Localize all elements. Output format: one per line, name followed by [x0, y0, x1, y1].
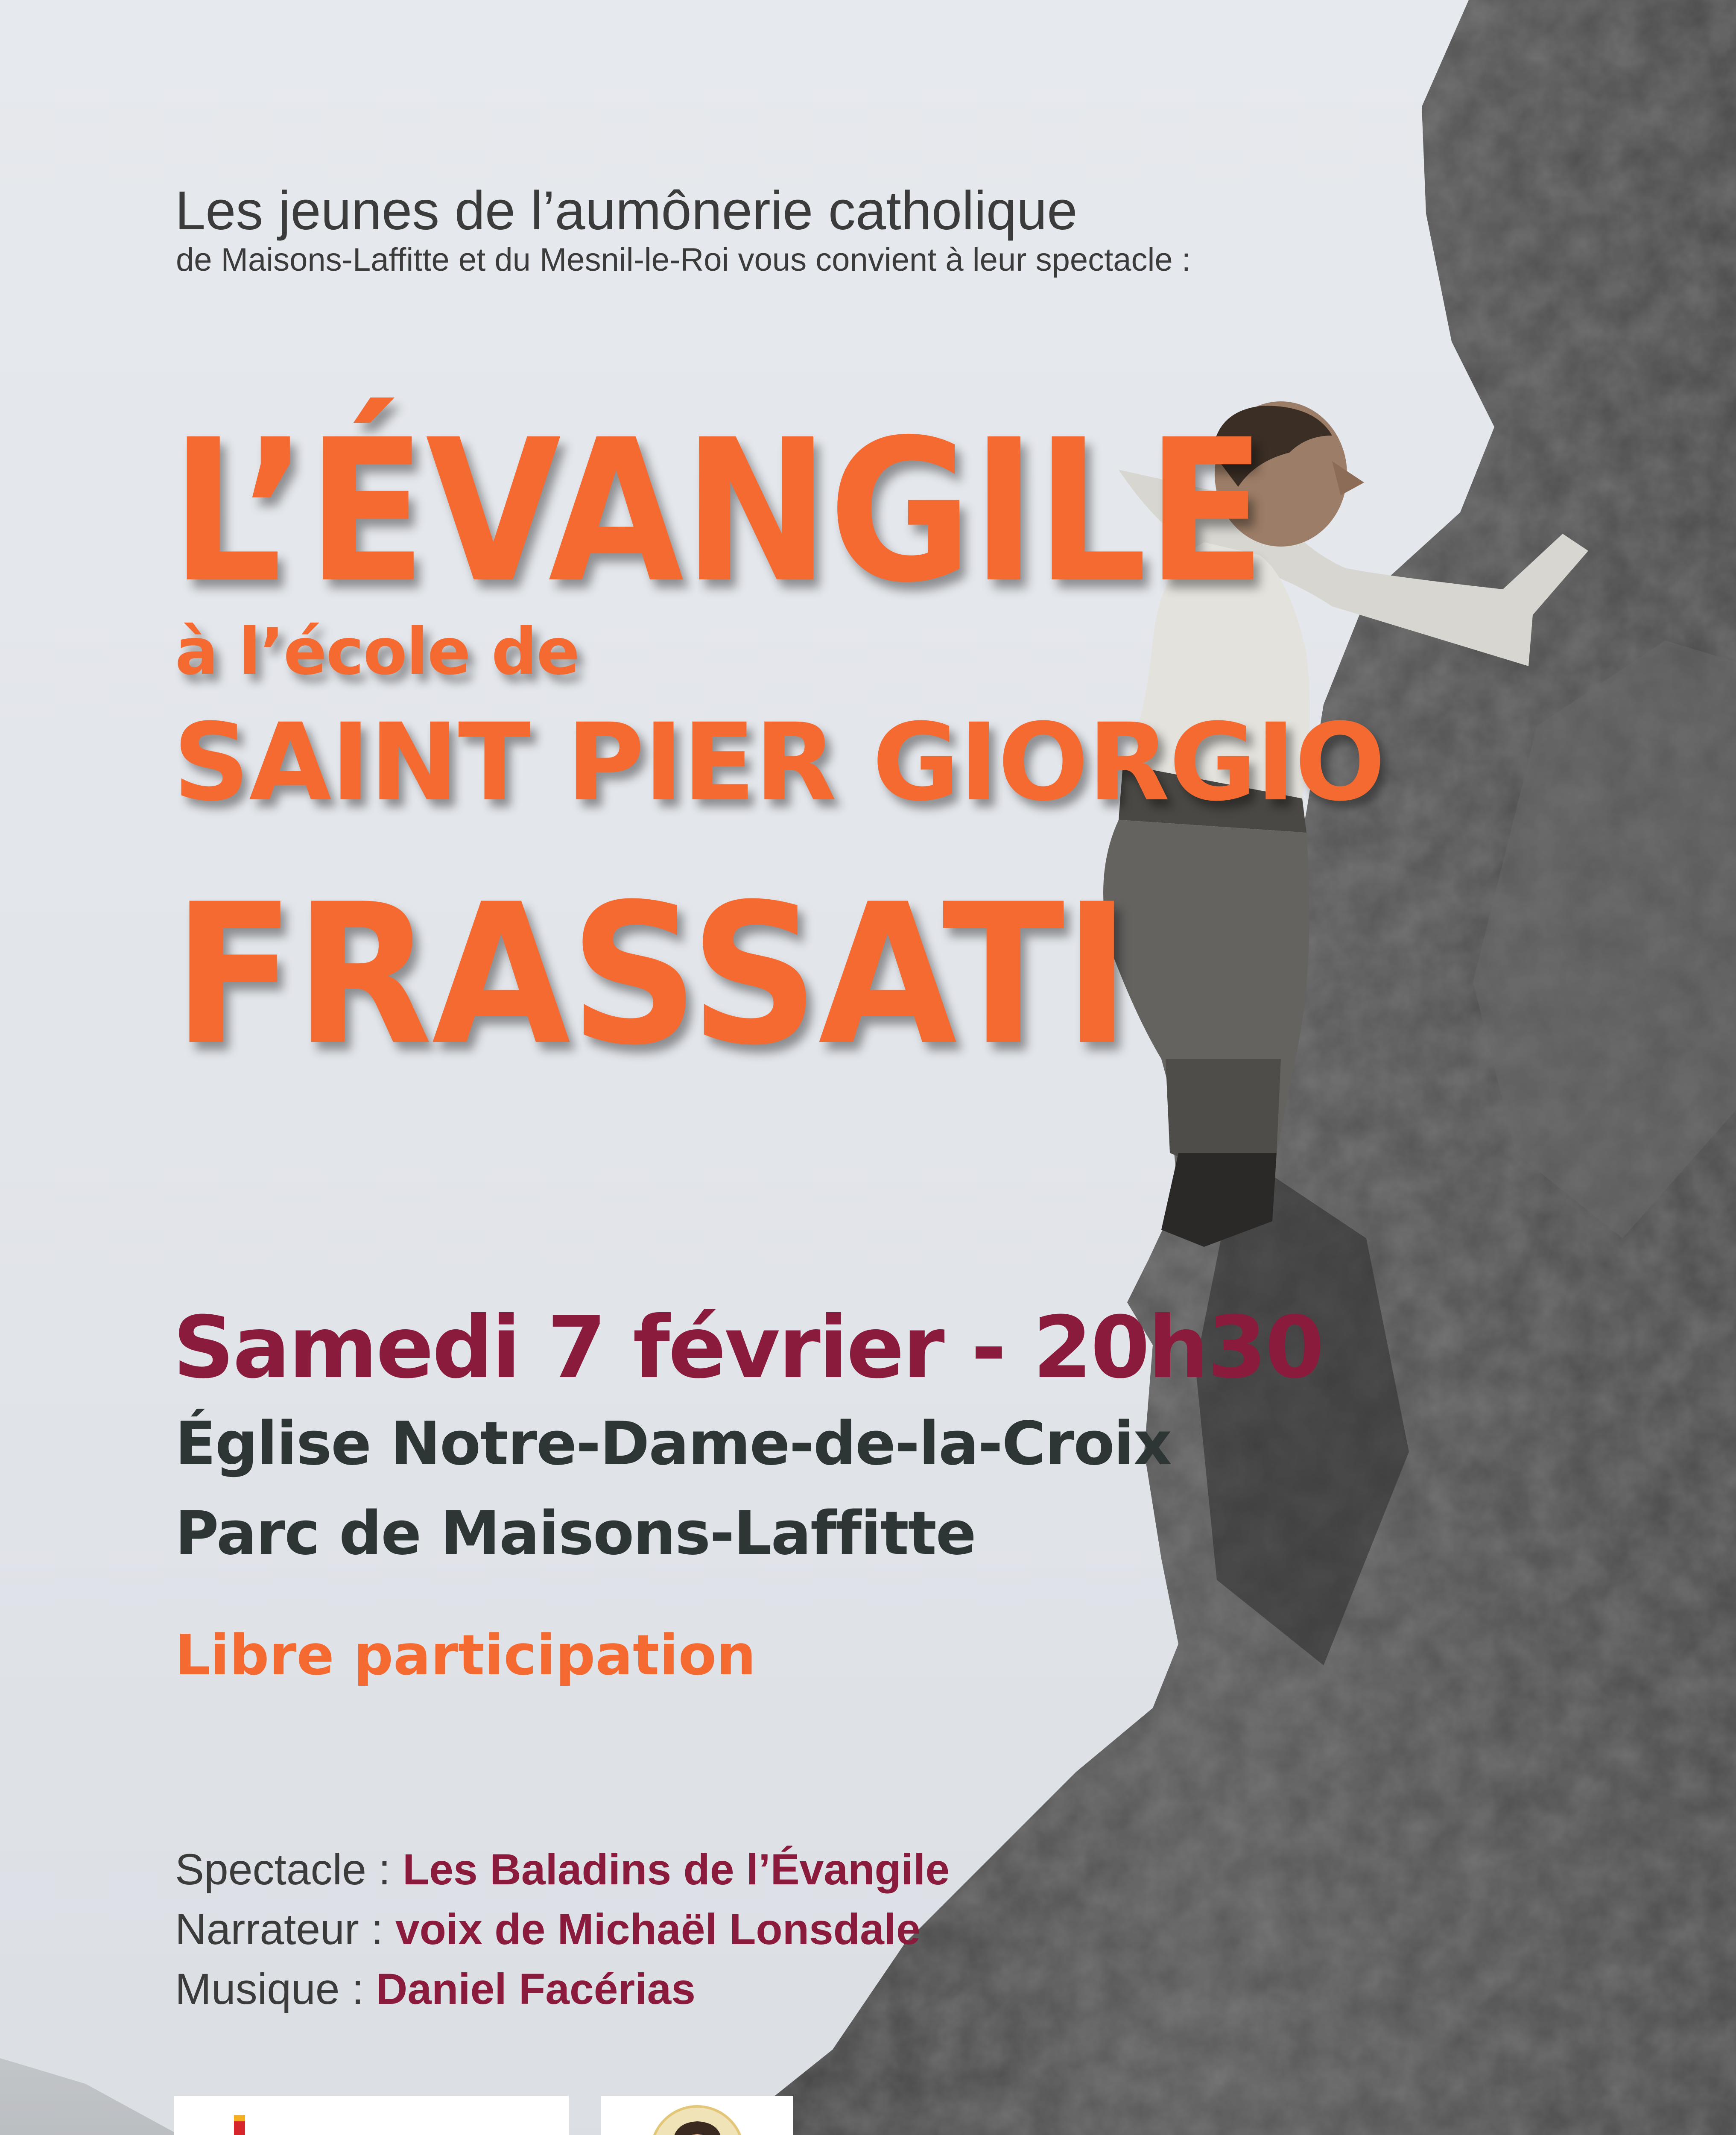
credit-spectacle — [175, 1845, 950, 1895]
credit-narrateur — [175, 1904, 921, 1954]
credit-label: Narrateur : — [175, 1905, 383, 1954]
credit-label: Musique : — [175, 1965, 364, 2013]
credit-label: Spectacle : — [175, 1845, 391, 1894]
cross-heart-icon — [183, 2113, 298, 2135]
credit-value: voix de Michaël Lonsdale — [395, 1905, 921, 1954]
title-main: L’ÉVANGILE — [171, 397, 1265, 626]
portrait-icon — [646, 2103, 748, 2135]
participation-note: Libre participation — [175, 1623, 756, 1688]
title-name: FRASSATI — [173, 863, 1130, 1088]
baladins-logo — [174, 2096, 569, 2135]
title-sub: à l’école de — [175, 615, 579, 689]
aumonerie-logo — [601, 2096, 793, 2135]
venue-line-2: Parc de Maisons-Laffitte — [175, 1499, 976, 1568]
intro-line-2: de Maisons-Laffitte et du Mesnil-le-Roi vous convient à leur spectacle : — [176, 242, 1191, 278]
venue-line-1: Église Notre-Dame-de-la-Croix — [175, 1409, 1171, 1479]
title-saint: SAINT PIER GIORGIO — [173, 700, 1385, 825]
credit-value: Les Baladins de l’Évangile — [402, 1845, 950, 1894]
event-date-time: Samedi 7 février - 20h30 — [173, 1298, 1323, 1398]
credit-value: Daniel Facérias — [376, 1965, 696, 2013]
intro-line-1: Les jeunes de l’aumônerie catholique — [175, 180, 1078, 241]
credit-musique — [175, 1964, 696, 2014]
